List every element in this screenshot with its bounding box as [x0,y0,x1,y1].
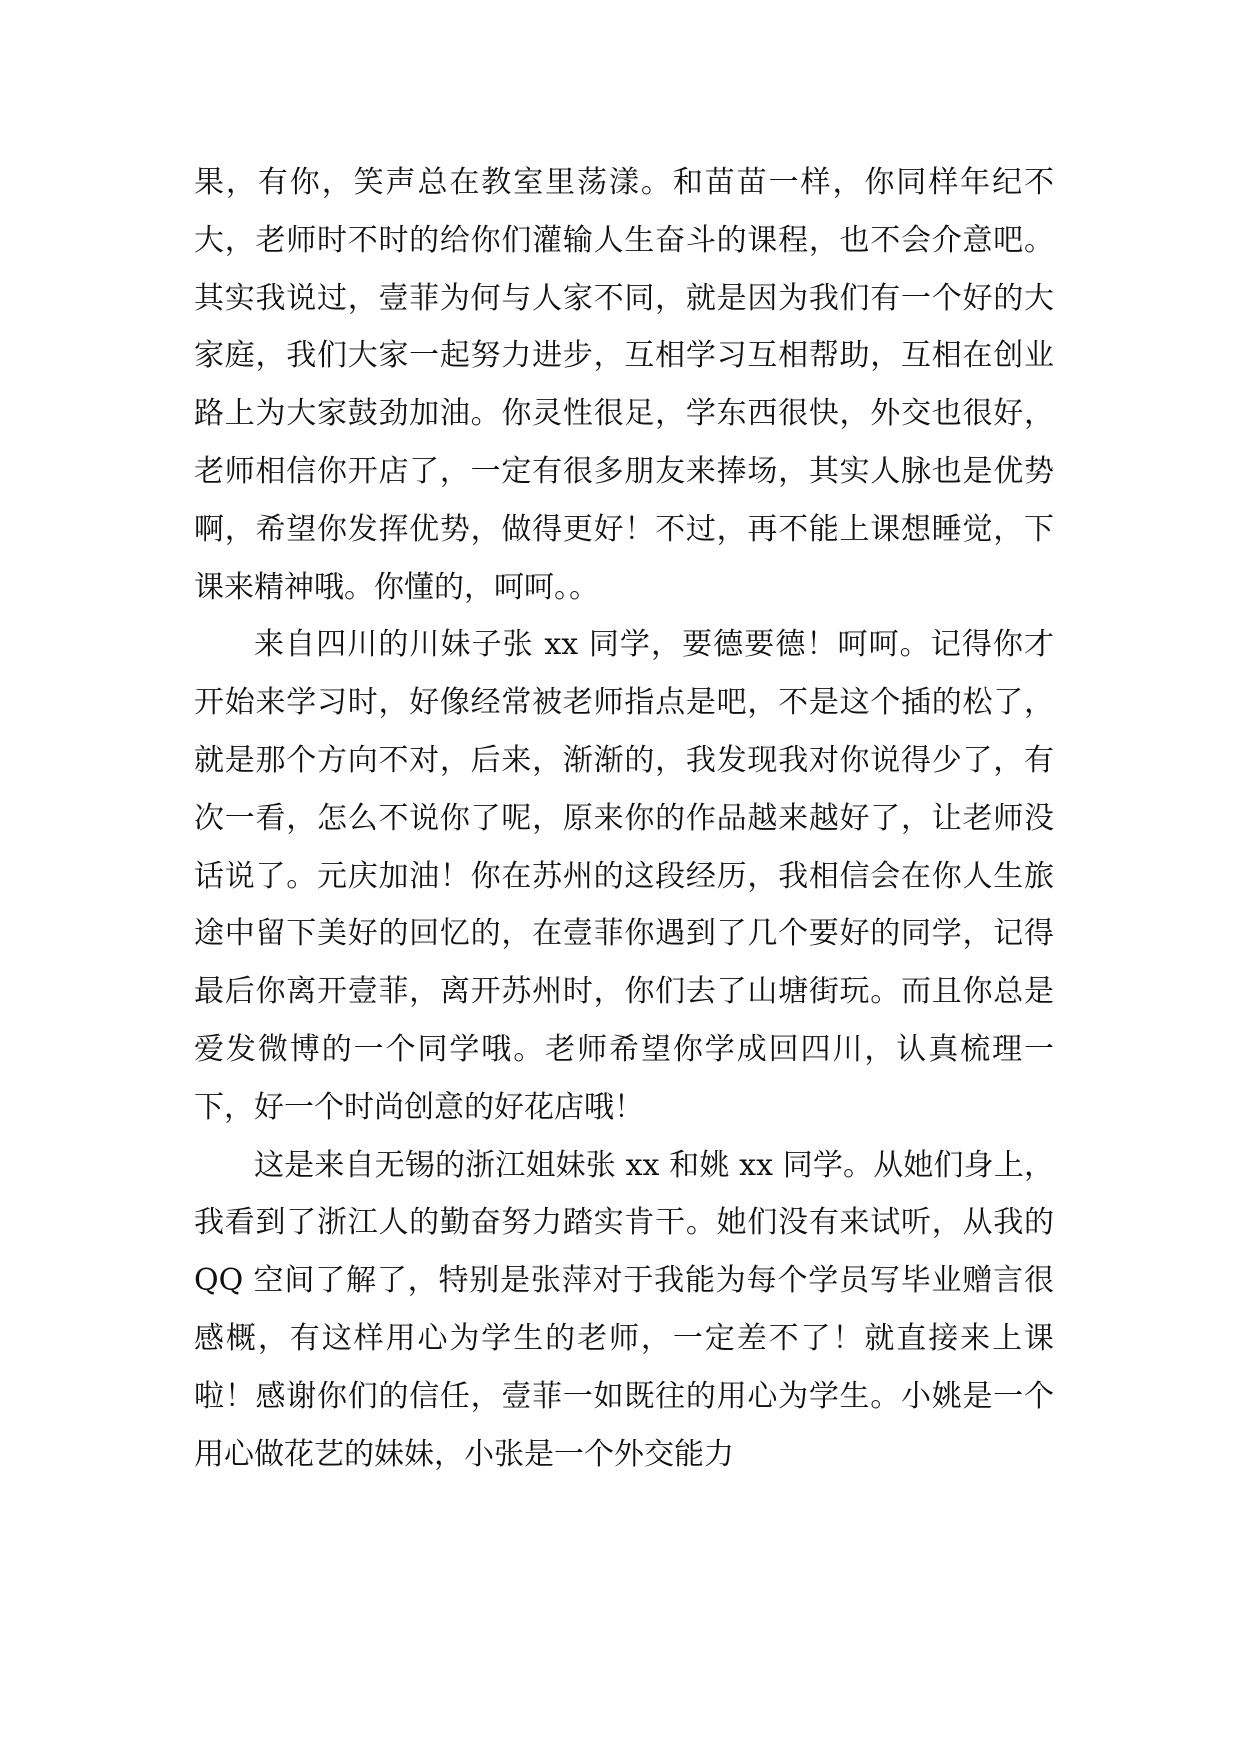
body-text [194,154,1054,1483]
paragraph-3: 这是来自无锡的浙江姐妹张 xx 和姚 xx 同学。从她们身上，我看到了浙江人的勤奋努力踏实肯干。她们没有来试听，从我的 QQ 空间了解了，特别是张萍对于我能为每个学员写毕业赠言很感概，有这样用心为学生的老师，一定差不了！就直接来上课啦！感谢你们的信任，壹菲一如既往的用心为学生。小姚是一个用心做花艺的妹妹，小张是一个外交能力 [194,1147,1054,1472]
paragraph-2: 来自四川的川妹子张 xx 同学，要德要德！呵呵。记得你才开始来学习时，好像经常被老师指点是吧，不是这个插的松了，就是那个方向不对，后来，渐渐的，我发现我对你说得少了，有次一看，怎么不说你了呢，原来你的作品越来越好了，让老师没话说了。元庆加油！你在苏州的这段经历，我相信会在你人生旅途中留下美好的回忆的，在壹菲你遇到了几个要好的同学，记得最后你离开壹菲，离开苏州时，你们去了山塘街玩。而且你总是爱发微博的一个同学哦。老师希望你学成回四川，认真梳理一下，好一个时尚创意的好花店哦！ [194,627,1054,1125]
paragraph-1: 果，有你，笑声总在教室里荡漾。和苗苗一样，你同样年纪不大，老师时不时的给你们灌输人生奋斗的课程，也不会介意吧。其实我说过，壹菲为何与人家不同，就是因为我们有一个好的大家庭，我们大家一起努力进步，互相学习互相帮助，互相在创业路上为大家鼓劲加油。你灵性很足，学东西很快，外交也很好，老师相信你开店了，一定有很多朋友来捧场，其实人脉也是优势啊，希望你发挥优势，做得更好！不过，再不能上课想睡觉，下课来精神哦。你懂的，呵呵。。 [194,165,1054,605]
